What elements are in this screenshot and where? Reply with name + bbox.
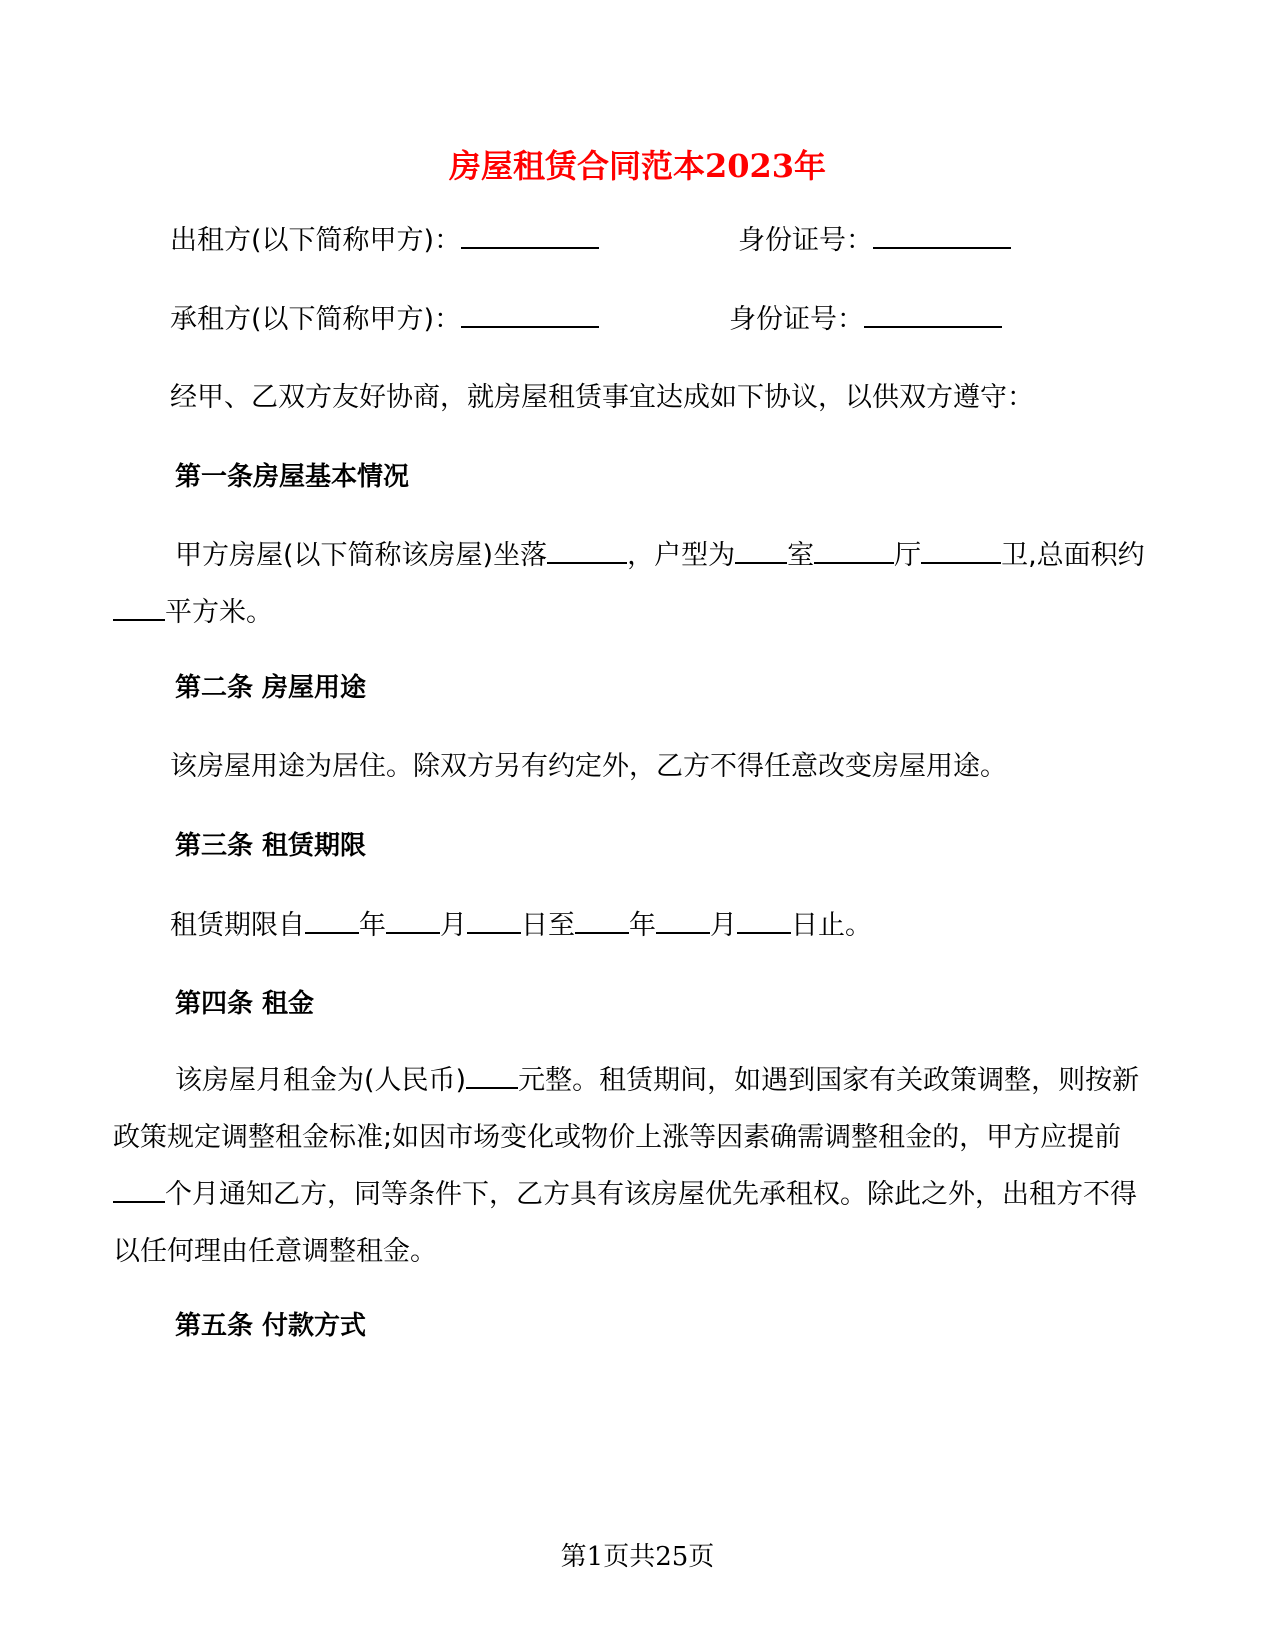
rooms-blank[interactable]	[735, 535, 787, 564]
lessor-id-line	[738, 220, 1011, 261]
lessee-label: 承租方(以下简称甲方)：	[170, 304, 462, 335]
location-blank[interactable]	[547, 535, 627, 564]
article-3-body: 租赁期限自 年 月 日至 年 月 日止。	[170, 905, 872, 946]
intro-paragraph: 经甲、乙双方友好协商，就房屋租赁事宜达成如下协议，以供双方遵守：	[170, 382, 1034, 413]
article-1-body: 甲方房屋(以下简称该房屋)坐落 ，户型为 室 厅 卫,总面积约平方米。	[113, 527, 1163, 641]
article-4-heading: 第四条 租金	[175, 989, 315, 1019]
page-footer: 第1页共25页	[560, 1542, 715, 1572]
halls-blank[interactable]	[814, 535, 894, 564]
rent-amount-blank[interactable]	[466, 1060, 518, 1089]
lessor-line	[170, 220, 599, 261]
article-2-body: 该房屋用途为居住。除双方另有约定外，乙方不得任意改变房屋用途。	[170, 751, 1007, 782]
lessor-id-label: 身份证号：	[738, 225, 873, 256]
lessor-id-blank[interactable]	[873, 220, 1011, 249]
document-title: 房屋租赁合同范本2023年	[448, 147, 827, 185]
baths-blank[interactable]	[921, 535, 1001, 564]
lessor-blank[interactable]	[461, 220, 599, 249]
start-month-blank[interactable]	[386, 905, 440, 934]
lessee-id-line	[729, 299, 1002, 340]
lessor-label: 出租方(以下简称甲方)：	[170, 225, 462, 256]
article-2-heading: 第二条 房屋用途	[175, 673, 367, 703]
start-year-blank[interactable]	[305, 905, 359, 934]
lessee-blank[interactable]	[461, 299, 599, 328]
area-blank[interactable]	[113, 592, 165, 621]
notice-months-blank[interactable]	[113, 1174, 165, 1203]
article-4-body: 该房屋月租金为(人民币) 元整。租赁期间，如遇到国家有关政策调整，则按新政策规定调整租金标准;如因市场变化或物价上涨等因素确需调整租金的，甲方应提前个月通知乙方，同等条件下，乙方具有该房屋优先承租权。除此之外，出租方不得以任何理由任意调整租金。	[113, 1052, 1163, 1280]
start-day-blank[interactable]	[467, 905, 521, 934]
article-1-heading: 第一条房屋基本情况	[175, 462, 410, 492]
lessee-id-blank[interactable]	[864, 299, 1002, 328]
end-year-blank[interactable]	[575, 905, 629, 934]
lessee-id-label: 身份证号：	[729, 304, 864, 335]
article-3-heading: 第三条 租赁期限	[175, 831, 367, 861]
article-5-heading: 第五条 付款方式	[175, 1311, 367, 1341]
lessee-line	[170, 299, 599, 340]
end-day-blank[interactable]	[737, 905, 791, 934]
end-month-blank[interactable]	[656, 905, 710, 934]
